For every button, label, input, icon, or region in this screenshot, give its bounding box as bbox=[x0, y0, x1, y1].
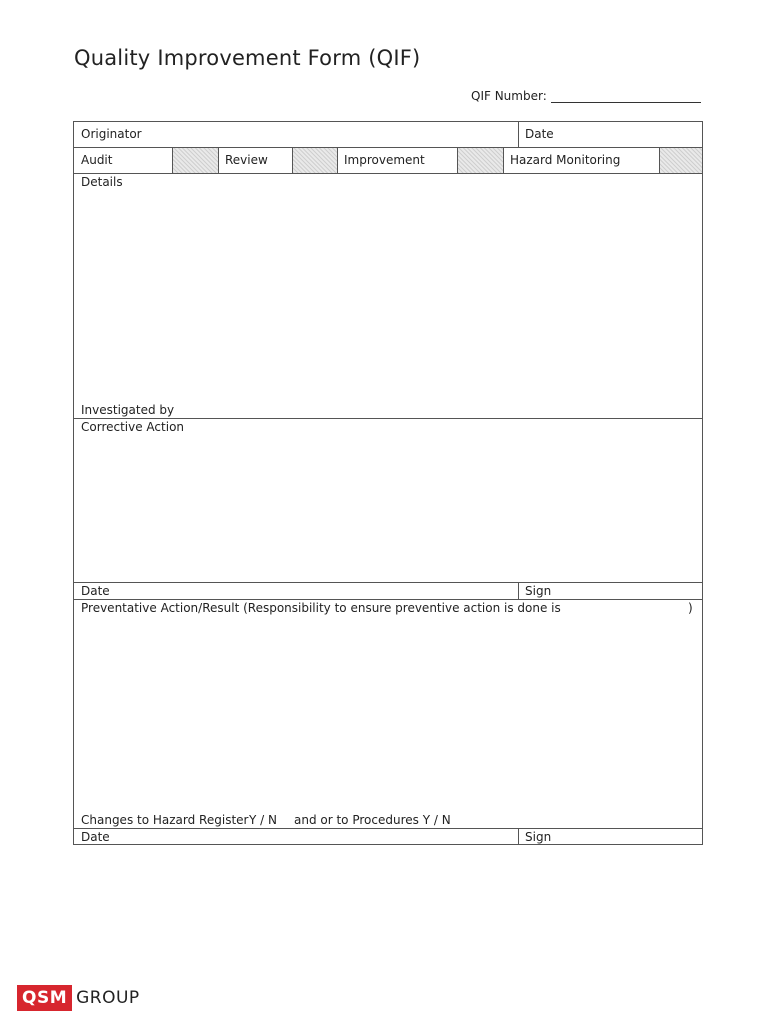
details-input-area[interactable] bbox=[74, 190, 702, 402]
corrective-sign-label: Sign bbox=[525, 584, 552, 598]
header-divider bbox=[518, 122, 519, 147]
improvement-checkbox[interactable] bbox=[458, 148, 503, 173]
corrective-action-input-area[interactable] bbox=[74, 435, 702, 581]
hazard-monitoring-checkbox[interactable] bbox=[660, 148, 702, 173]
changes-hazard-register-label: Changes to Hazard Register bbox=[81, 813, 249, 827]
qsm-group-logo bbox=[17, 985, 140, 1011]
qif-number-blank[interactable] bbox=[551, 90, 701, 103]
row-divider bbox=[74, 599, 702, 600]
corrective-action-label: Corrective Action bbox=[81, 420, 185, 434]
date-label: Date bbox=[525, 127, 554, 141]
details-label: Details bbox=[81, 175, 123, 189]
audit-checkbox[interactable] bbox=[173, 148, 218, 173]
logo-mark: QSM bbox=[17, 985, 72, 1011]
originator-label: Originator bbox=[81, 127, 142, 141]
logo-text: GROUP bbox=[76, 988, 140, 1008]
row-divider bbox=[74, 418, 702, 419]
row-divider bbox=[74, 173, 702, 174]
form-title: Quality Improvement Form (QIF) bbox=[74, 46, 421, 70]
qif-number-field[interactable] bbox=[471, 89, 701, 103]
preventative-action-input-area[interactable] bbox=[74, 616, 702, 812]
investigated-by-label: Investigated by bbox=[81, 403, 175, 417]
preventative-action-label: Preventative Action/Result (Responsibility to ensure preventive action is done is bbox=[81, 601, 561, 615]
corrective-date-label: Date bbox=[81, 584, 110, 598]
review-checkbox[interactable] bbox=[293, 148, 337, 173]
row-divider bbox=[74, 582, 702, 583]
qif-number-label: QIF Number: bbox=[471, 89, 547, 103]
preventative-date-label: Date bbox=[81, 830, 110, 844]
category-improvement-label: Improvement bbox=[344, 153, 425, 167]
row-divider bbox=[74, 147, 702, 148]
hazard-register-yn[interactable]: Y / N bbox=[249, 813, 277, 827]
category-review-label: Review bbox=[225, 153, 268, 167]
qif-form bbox=[73, 121, 703, 845]
preventative-sign-label: Sign bbox=[525, 830, 552, 844]
category-hazard-monitoring-label: Hazard Monitoring bbox=[510, 153, 621, 167]
category-audit-label: Audit bbox=[81, 153, 113, 167]
preventative-close-paren: ) bbox=[688, 601, 693, 615]
changes-procedures-label[interactable]: and or to Procedures Y / N bbox=[294, 813, 451, 827]
row-divider bbox=[74, 828, 702, 829]
